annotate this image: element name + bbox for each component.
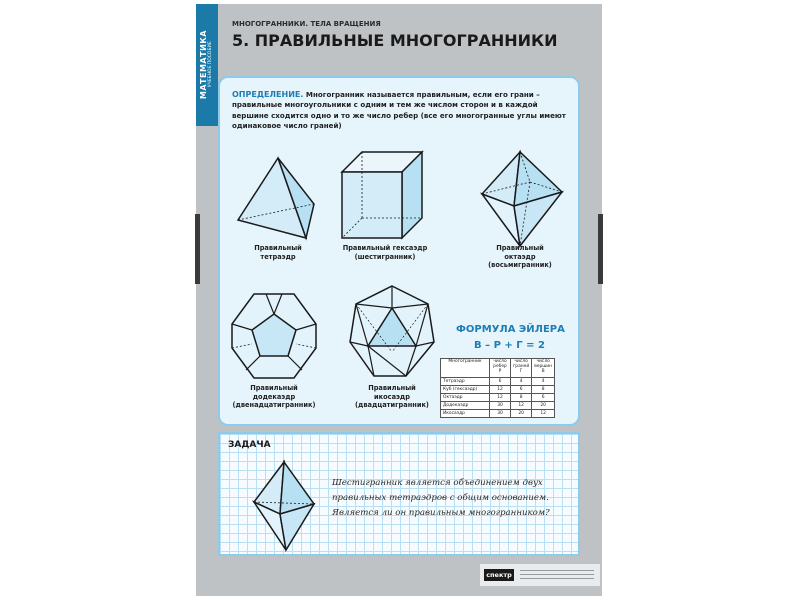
dodecahedron-figure	[226, 288, 322, 384]
euler-title: ФОРМУЛА ЭЙЛЕРА	[456, 324, 565, 335]
table-row: Додекаэдр 30 12 20	[441, 402, 555, 410]
octahedron-figure	[474, 148, 570, 250]
right-edge-mark	[598, 214, 603, 284]
main-panel	[218, 76, 580, 426]
fine-print	[520, 570, 594, 571]
subject-strip	[196, 4, 218, 126]
icosahedron-caption: Правильный икосаэдр (двадцатигранник)	[355, 384, 429, 410]
tetrahedron-figure	[224, 152, 320, 248]
euler-table	[440, 358, 555, 418]
subject-title: МАТЕМАТИКА	[199, 30, 209, 100]
cube-figure	[338, 148, 442, 244]
octahedron-caption: Правильный октаэдр (восьмигранник)	[488, 244, 552, 270]
publisher-logo: спектр	[484, 569, 514, 581]
table-row: Куб (гексаэдр) 12 6 8	[441, 386, 555, 394]
table-row: Икосаэдр 30 20 12	[441, 410, 555, 418]
table-row: Тетраэдр 6 4 4	[441, 378, 555, 386]
publisher-footer	[480, 564, 600, 586]
task-panel	[218, 432, 580, 556]
subject-subtitle: УЧЕБНОЕ ПОСОБИЕ	[207, 42, 213, 88]
table-header-row: Многогранник число ребер Р число граней Г число вершин В	[441, 359, 555, 378]
bipyramid-figure	[250, 458, 320, 554]
icosahedron-figure	[344, 282, 440, 382]
dodecahedron-caption: Правильный додекаэдр (двенадцатигранник)	[232, 384, 316, 410]
poster-title: 5. ПРАВИЛЬНЫЕ МНОГОГРАННИКИ	[232, 31, 558, 50]
left-edge-mark	[195, 214, 200, 284]
poster	[196, 4, 602, 596]
poster-series: МНОГОГРАННИКИ. ТЕЛА ВРАЩЕНИЯ	[232, 20, 381, 28]
task-text: Шестигранник является объединением двух правильных тетраэдров с общим основанием. Является ли он правильным многогранником?	[332, 478, 550, 518]
euler-formula: В – Р + Г = 2	[474, 340, 545, 351]
task-title: ЗАДАЧА	[228, 440, 271, 450]
tetrahedron-caption: Правильный тетраэдр	[254, 244, 302, 261]
table-row: Октаэдр 12 8 6	[441, 394, 555, 402]
definition-text: Многогранник называется правильным, если его грани – правильные многоугольники с одним и тем же числом сторон и в каждой вершине сходится одно и то же число ребер (все его многогранные углы имеют одинаковое число граней)	[232, 90, 566, 131]
definition-block	[232, 90, 572, 132]
hexahedron-caption: Правильный гексаэдр (шестигранник)	[342, 244, 428, 261]
definition-label: ОПРЕДЕЛЕНИЕ.	[232, 90, 304, 99]
